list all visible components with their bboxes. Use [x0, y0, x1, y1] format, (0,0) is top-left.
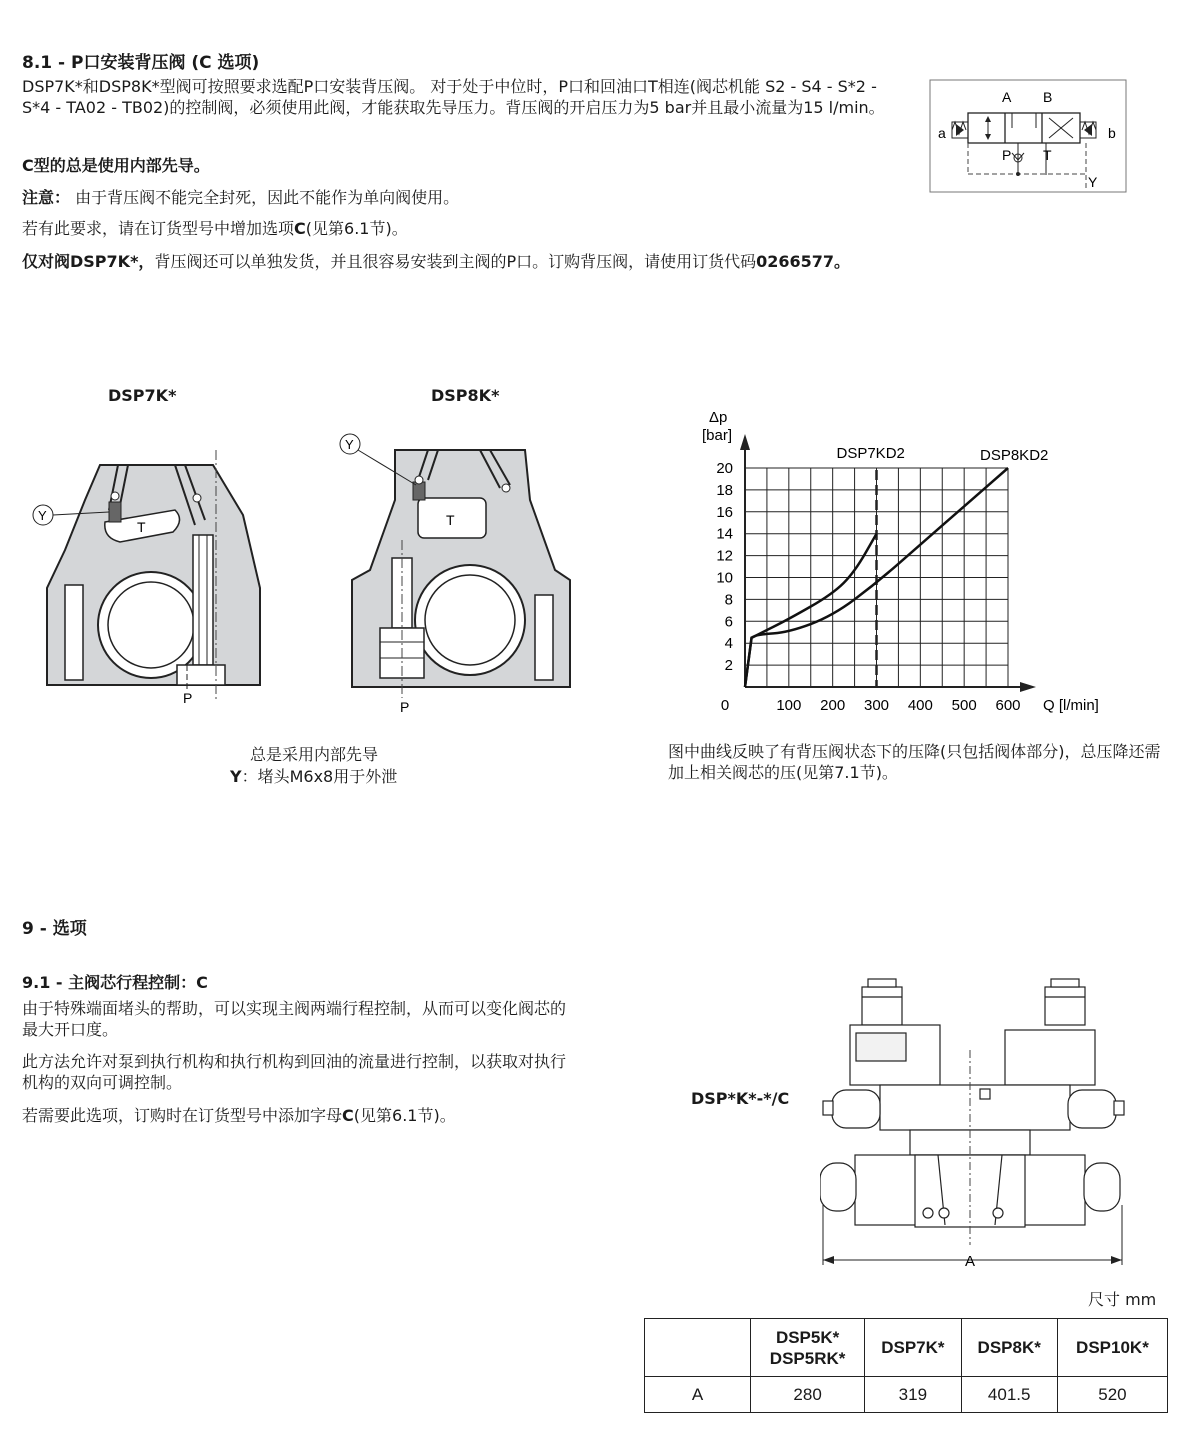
symbol-port-p: P	[1002, 147, 1012, 163]
order-option-code: C	[294, 219, 306, 238]
order-option-prefix: 若有此要求，请在订货型号中增加选项	[22, 219, 295, 238]
series-label-dsp8kd2: DSP8KD2	[980, 447, 1049, 464]
order-option-suffix: (见第6.1节)。	[305, 219, 408, 238]
table-cell-dsp5k: 280	[751, 1377, 865, 1413]
y-tick-label: 6	[724, 613, 733, 631]
x-tick-label: 100	[776, 697, 802, 714]
symbol-solenoid-b: b	[1108, 125, 1116, 141]
section-9-title: 9 - 选项	[22, 919, 87, 939]
section-9-1-title: 9.1 - 主阀芯行程控制：C	[22, 973, 208, 992]
y-tick-label: 8	[724, 591, 733, 609]
order-option-line	[22, 218, 408, 239]
table-header-dsp10k: DSP10K*	[1057, 1319, 1167, 1377]
warning-line	[22, 187, 459, 208]
table-cell-dsp8k: 401.5	[961, 1377, 1057, 1413]
separate-supply-line	[22, 251, 850, 272]
y-tick-label: 14	[716, 525, 733, 543]
symbol-port-a: A	[1002, 89, 1012, 105]
section-8-1-title: 8.1 - P口安装背压阀 (C 选项)	[22, 53, 260, 73]
right-connector	[1045, 987, 1085, 1025]
warning-label: 注意：	[22, 188, 71, 207]
section-9-1-order-suffix: (见第6.1节)。	[353, 1106, 456, 1125]
table-header-dsp5k: DSP5K* DSP5RK*	[751, 1319, 865, 1377]
dsp8k-plug-y-label: Y	[345, 437, 354, 452]
symbol-port-b: B	[1043, 89, 1053, 105]
section-8-1-paragraph: DSP7K*和DSP8K*型阀可按照要求选配P口安装背压阀。 对于处于中位时，P口和回油口T相连(阀芯机能 S2 - S4 - S*2 - S*4 - TA02 - TB02)的控制阀，必须使用此阀，才能获取先导压力。背压阀的开启压力为5 bar并且最小流量为15 l/min。	[22, 77, 885, 117]
separate-supply-prefix: 仅对阀DSP7K*，	[22, 252, 155, 271]
dimension-a-label: A	[965, 1253, 976, 1270]
valve-assembly-drawing	[820, 975, 1125, 1275]
x-tick-label: 600	[995, 697, 1021, 714]
chart-caption: 图中曲线反映了有背压阀状态下的压降(只包括阀体部分)，总压降还需加上相关阀芯的压(见第7.1节)。	[668, 742, 1161, 782]
x-tick-label: 400	[907, 697, 933, 714]
table-row	[645, 1377, 1168, 1413]
right-solenoid-coil	[1005, 1030, 1095, 1085]
x-tick-label: 200	[820, 697, 846, 714]
table-header-dsp8k: DSP8K*	[961, 1319, 1057, 1377]
pressure-drop-chart	[690, 400, 1130, 725]
dimension-table	[644, 1318, 1168, 1413]
separate-supply-text: 背压阀还可以单独发货，并且很容易安装到主阀的P口。订购背压阀，请使用订货代码	[154, 252, 757, 271]
drawing-caption-y-label: Y	[230, 767, 242, 786]
drawing-caption-2	[230, 766, 397, 787]
internal-pilot-note: C型的总是使用内部先导。	[22, 156, 210, 175]
dimension-units: 尺寸 mm	[1088, 1290, 1157, 1309]
valve-model-label: DSP*K*-*/C	[691, 1089, 790, 1108]
x-axis-arrow	[1020, 682, 1036, 692]
dsp7k-plug-y-label: Y	[38, 508, 47, 523]
symbol-solenoid-a: a	[938, 125, 946, 141]
y-tick-label: 20	[716, 460, 733, 477]
section-9-1-paragraph-2: 此方法允许对泵到执行机构和执行机构到回油的流量进行控制，以获取对执行机构的双向可调控制。	[22, 1052, 567, 1092]
dsp7k-port-p: P	[183, 690, 193, 706]
symbol-port-t: T	[1043, 147, 1052, 163]
dsp7k-drawing-title: DSP7K*	[108, 386, 177, 405]
dsp7k-cross-section	[25, 440, 285, 715]
x-tick-label: 300	[863, 697, 890, 714]
dsp8k-drawing-title: DSP8K*	[431, 386, 500, 405]
separate-supply-code: 0266577。	[756, 252, 851, 271]
chart-y-axis-unit: [bar]	[702, 427, 733, 444]
left-connector	[862, 987, 902, 1025]
table-cell-dsp10k: 520	[1057, 1377, 1167, 1413]
dsp7k-port-t: T	[137, 519, 146, 535]
section-9-1-paragraph-1: 由于特殊端面堵头的帮助，可以实现主阀两端行程控制，从而可以变化阀芯的最大开口度。	[22, 999, 567, 1039]
warning-text: 由于背压阀不能完全封死，因此不能作为单向阀使用。	[75, 188, 460, 207]
chart-y-axis-label: Δp	[709, 409, 728, 426]
table-row-label: A	[645, 1377, 751, 1413]
y-tick-label: 18	[716, 481, 733, 499]
series-label-dsp7kd2: DSP7KD2	[836, 445, 905, 462]
hydraulic-symbol	[928, 78, 1128, 194]
y-tick-label: 10	[716, 569, 733, 587]
y-axis-arrow	[740, 434, 750, 450]
section-9-1-order-line	[22, 1105, 456, 1126]
x-tick-label: 500	[951, 697, 977, 714]
x-tick-label: 0	[720, 697, 730, 714]
table-corner-cell	[645, 1319, 751, 1377]
pilot-valve-body	[880, 1085, 1070, 1130]
section-9-1-order-code: C	[342, 1106, 354, 1125]
drawing-caption-1: 总是采用内部先导	[250, 745, 379, 764]
y-tick-label: 2	[724, 657, 733, 675]
section-9-1-order-prefix: 若需要此选项，订购时在订货型号中添加字母	[22, 1106, 343, 1125]
dsp8k-port-p: P	[400, 699, 410, 715]
chart-x-axis-label: Q [l/min]	[1043, 697, 1099, 714]
y-tick-label: 12	[716, 547, 733, 565]
drawing-caption-y-text: ：堵头M6x8用于外泄	[241, 767, 398, 786]
table-cell-dsp7k: 319	[865, 1377, 961, 1413]
chart-axes	[740, 434, 1036, 692]
y-tick-label: 4	[724, 635, 733, 653]
dsp8k-port-t: T	[446, 512, 455, 528]
y-tick-label: 16	[716, 503, 733, 521]
dsp8k-cross-section	[330, 430, 580, 720]
table-header-row	[645, 1319, 1168, 1377]
table-header-dsp7k: DSP7K*	[865, 1319, 961, 1377]
symbol-port-y: Y	[1088, 174, 1098, 190]
